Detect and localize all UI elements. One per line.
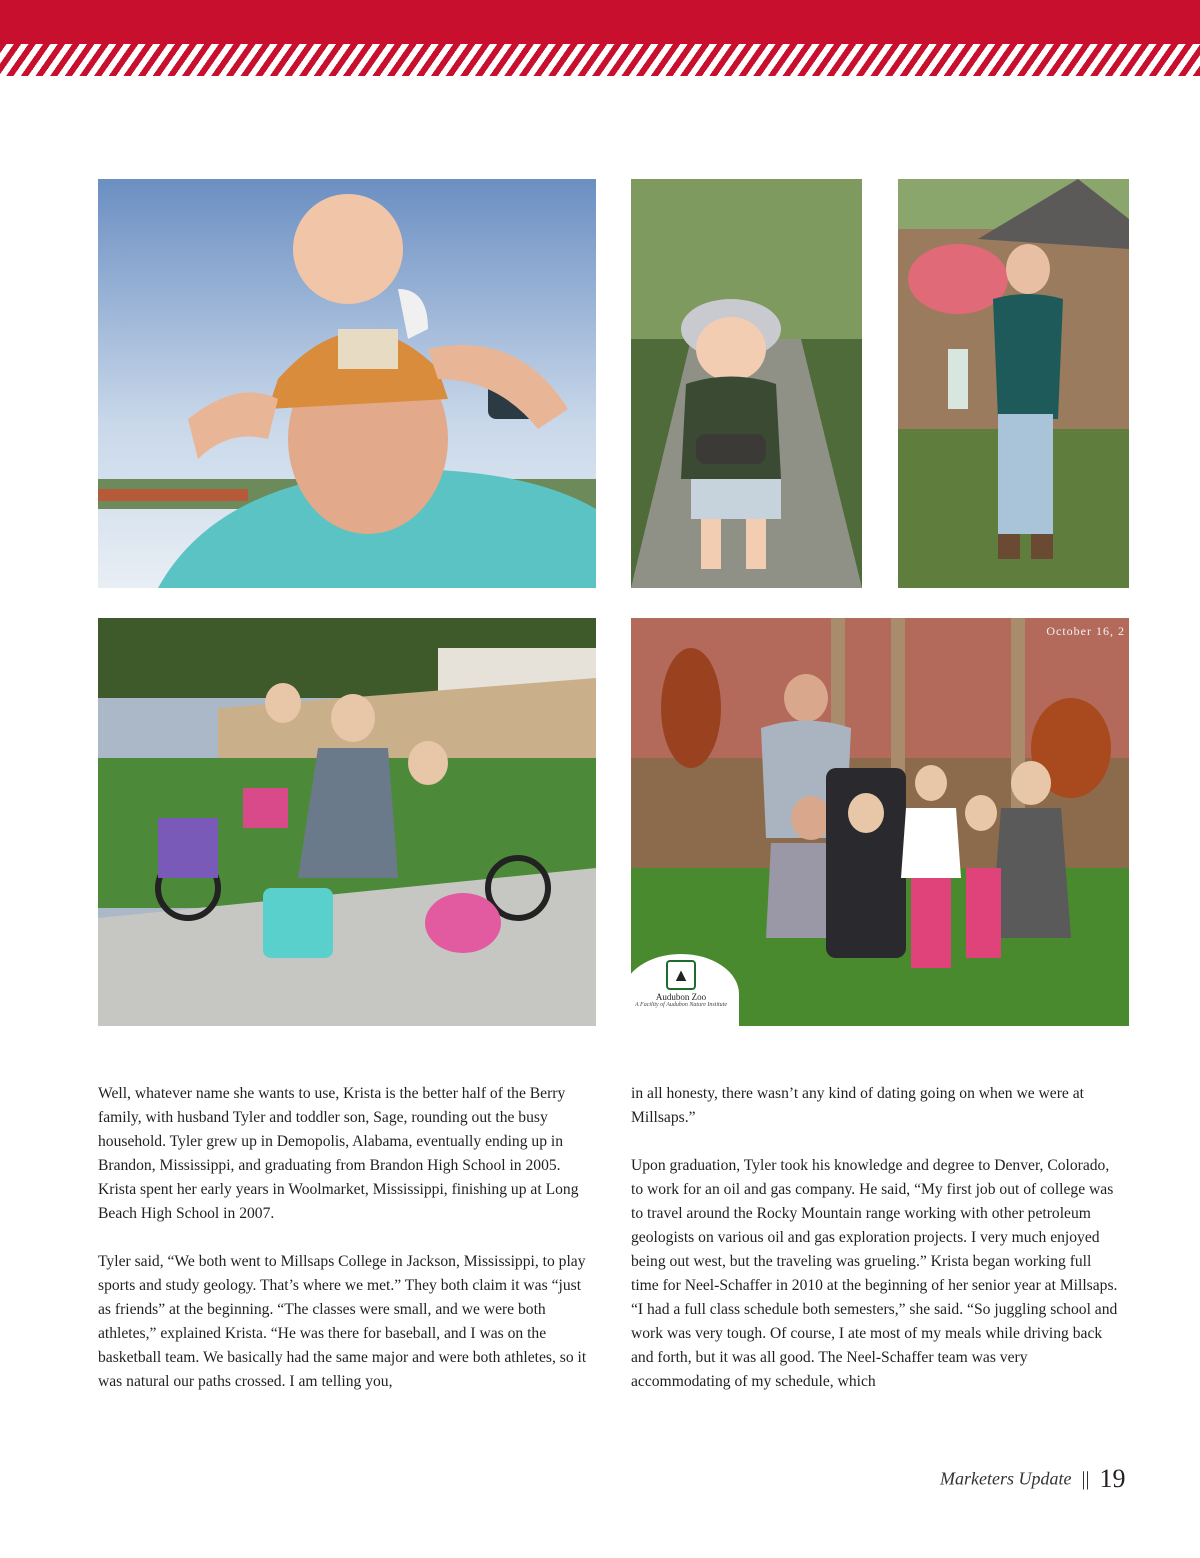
magazine-name: Marketers Update: [940, 1468, 1072, 1489]
zoo-logo-name: Audubon Zoo: [655, 992, 707, 1002]
footer-separator: ||: [1081, 1467, 1090, 1490]
article-paragraph: Well, whatever name she wants to use, Krista is the better half of the Berry family, with husband Tyler and toddler son, Sage, rounding out the busy household. Tyler grew up in Demopolis, Alabama, eventually ending up in Brandon, Mississippi, and graduating from Brandon High School in 2005. Krista spent her early years in Woolmarket, Mississippi, finishing up at Long Beach High School in 2007.: [98, 1085, 579, 1222]
photo-father-with-baby: [98, 179, 596, 588]
photo-family-with-bikes: [98, 618, 596, 1026]
photo-toddler-in-hat: [631, 179, 862, 588]
article-column-left: [98, 1082, 588, 1418]
photo-woman-with-flowers: [898, 179, 1129, 588]
tiger-icon: ▲: [666, 960, 696, 990]
article-paragraph: in all honesty, there wasn’t any kind of dating going on when we were at Millsaps.”: [631, 1085, 1084, 1126]
article-paragraph: Upon graduation, Tyler took his knowledge and degree to Denver, Colorado, to work for an oil and gas company. He said, “My first job out of college was to travel around the Rocky Mountain range working with other petroleum geologists on various oil and gas exploration projects. I very much enjoyed being out west, but the traveling was grueling.” Krista began working full time for Neel-Schaffer in 2010 at the beginning of her senior year at Millsaps. “I had a full class schedule both semesters,” she said. “So juggling school and work was very tough. Of course, I ate most of my meals while driving back and forth, but it was all good. The Neel-Schaffer team was very accommodating of my schedule, which: [631, 1157, 1118, 1390]
page-number: 19: [1099, 1464, 1126, 1493]
header-red-band: [0, 0, 1200, 44]
page-footer: [940, 1464, 1140, 1504]
article-column-right: [631, 1082, 1121, 1418]
header-stripe-band: [0, 44, 1200, 76]
article-paragraph: Tyler said, “We both went to Millsaps College in Jackson, Mississippi, to play sports and study geology. That’s where we met.” They both claim it was “just as friends” at the beginning. “The classes were small, and we were both athletes,” explained Krista. “He was there for baseball, and I was on the basketball team. We basically had the same major and were both athletes, so it was natural our paths crossed. I am telling you,: [98, 1253, 587, 1390]
photo-date-stamp: October 16, 2: [1046, 624, 1125, 638]
zoo-logo-subtitle: A Facility of Audubon Nature Institute: [634, 1002, 728, 1008]
photo-family-at-zoo: [631, 618, 1129, 1026]
